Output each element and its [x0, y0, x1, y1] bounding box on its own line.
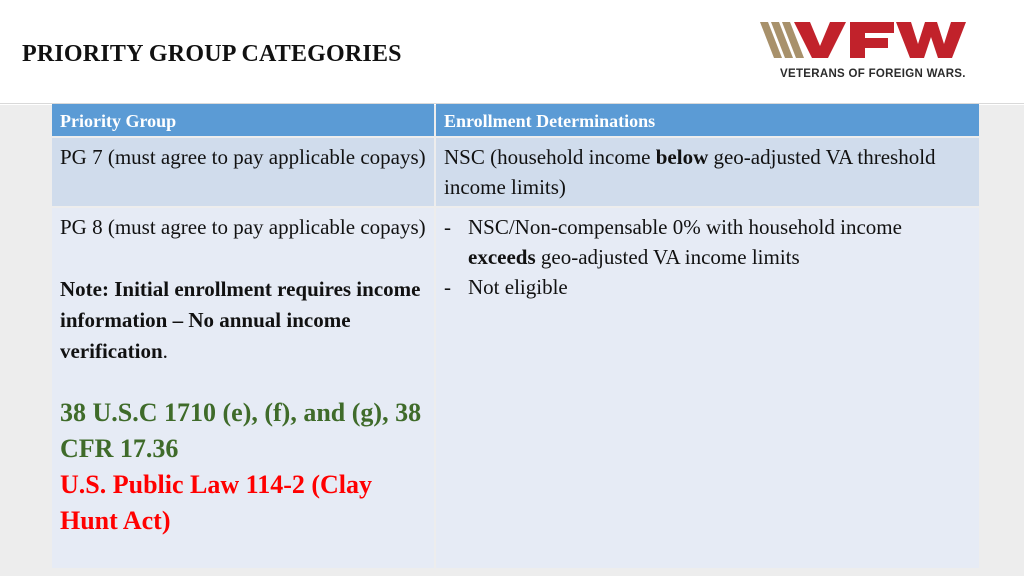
vfw-wordmark-icon	[760, 22, 986, 68]
header-enrollment-determinations: Enrollment Determinations	[436, 104, 979, 136]
list-item-text-end: geo-adjusted VA income limits	[535, 245, 800, 269]
list-dash: -	[444, 275, 451, 299]
list-item-text: NSC/Non-compensable 0% with household income	[468, 215, 902, 239]
enrollment-note-text: Note: Initial enrollment requires income information – No annual income verification	[60, 277, 421, 363]
row1-det-emphasis: below	[655, 145, 709, 169]
enrollment-note-period: .	[162, 339, 168, 363]
list-item	[444, 272, 971, 302]
legal-citations	[60, 395, 426, 539]
list-item	[444, 212, 971, 272]
page-title: PRIORITY GROUP CATEGORIES	[22, 41, 402, 67]
vfw-logo	[760, 22, 986, 84]
determination-list	[444, 212, 971, 302]
row2-priority-group: PG 8 (must agree to pay applicable copays)	[60, 215, 426, 239]
list-item-emphasis: exceeds	[468, 245, 536, 269]
row1-determination	[436, 138, 979, 206]
row2-determination-cell	[436, 208, 979, 568]
list-item-text: Not eligible	[468, 275, 568, 299]
row1-det-text-end: geo-adjusted VA threshold income limits)	[444, 145, 936, 199]
list-dash: -	[444, 215, 451, 239]
row1-det-text: NSC (household income	[444, 145, 656, 169]
citation-usc-cfr: 38 U.S.C 1710 (e), (f), and (g), 38 CFR 17.36	[60, 398, 422, 463]
row1-priority-group: PG 7 (must agree to pay applicable copays)	[52, 138, 434, 206]
logo-tagline: VETERANS OF FOREIGN WARS.	[780, 68, 966, 80]
row2-priority-group-cell	[52, 208, 434, 568]
slide-header	[0, 0, 1024, 104]
priority-group-table	[52, 104, 979, 568]
header-priority-group: Priority Group	[52, 104, 434, 136]
enrollment-note	[60, 274, 426, 367]
citation-public-law: U.S. Public Law 114-2 (Clay Hunt Act)	[60, 470, 373, 535]
